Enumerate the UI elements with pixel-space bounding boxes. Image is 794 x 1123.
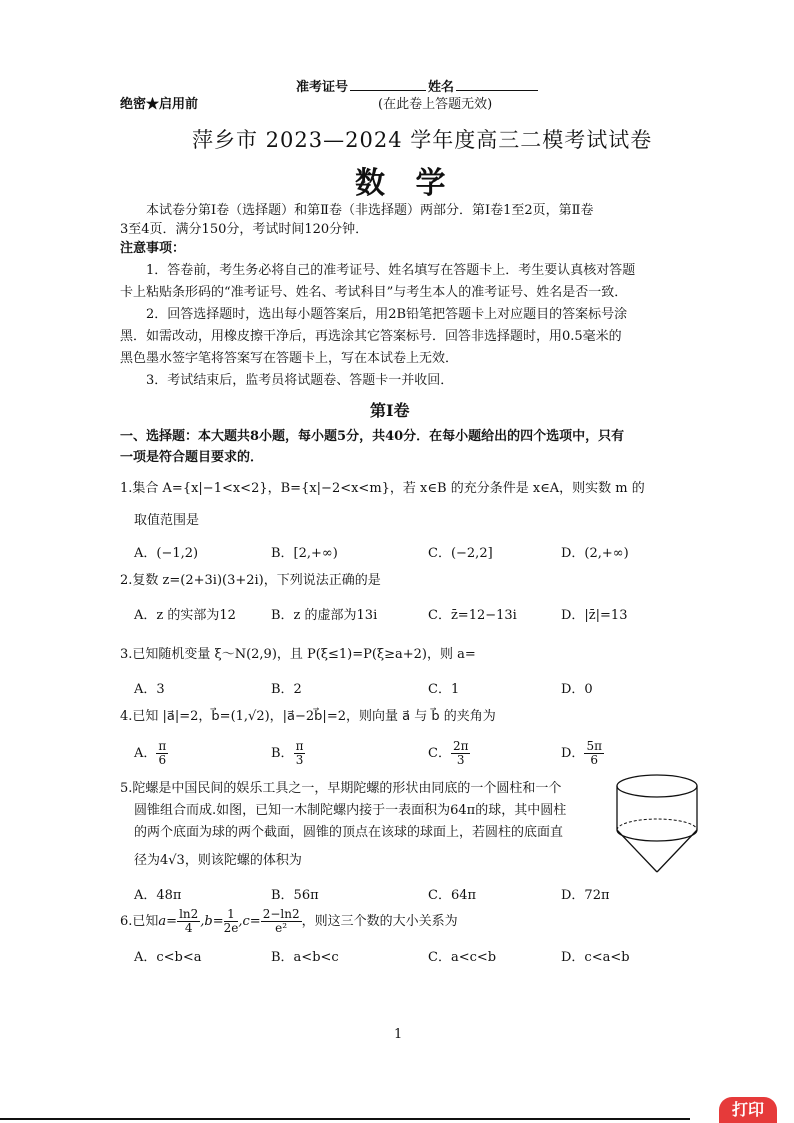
q4-d-num: 5π xyxy=(586,739,602,753)
q6-c-den: e² xyxy=(275,921,288,935)
q4-option-c-letter: C． xyxy=(428,746,451,761)
q6-option-d: D．c<a<b xyxy=(561,950,630,965)
name-label: 姓名 xyxy=(428,80,455,95)
section-title: 第Ⅰ卷 xyxy=(370,401,410,420)
q6-option-c: C．a<c<b xyxy=(428,950,497,965)
q6-prefix: 6.已知 xyxy=(120,914,159,929)
cylinder-bottom-back xyxy=(617,819,697,830)
q6-a-label: a= xyxy=(158,914,178,929)
q4-option-b-letter: B． xyxy=(271,746,294,761)
q1-option-a: A．(−1,2) xyxy=(134,546,199,561)
spinning-top-figure xyxy=(612,772,704,876)
exam-title: 萍乡市 2023—2024 学年度高三二模考试试卷 xyxy=(192,128,653,152)
q4-option-b xyxy=(271,740,305,767)
q6-option-a: A．c<b<a xyxy=(134,950,202,965)
cylinder-top-ellipse xyxy=(617,775,697,797)
q3-option-d: D．0 xyxy=(561,682,593,697)
q6-b-num: 1 xyxy=(224,908,239,922)
q5-option-b: B．56π xyxy=(271,888,319,903)
q3-option-a: A．3 xyxy=(134,682,165,697)
q4-option-a-letter: A． xyxy=(134,746,157,761)
note-line: 3．考试结束后，监考员将试题卷、答题卡一并收回． xyxy=(146,373,454,388)
q5-option-a: A．48π xyxy=(134,888,182,903)
intro-line-2: 3至4页．满分150分，考试时间120分钟． xyxy=(120,222,369,237)
question-1-stem: 1.集合 A={x|−1<x<2}，B={x|−2<x<m}，若 x∈B 的充分条件是 x∈A，则实数 m 的 xyxy=(120,481,645,496)
q2-option-a: A．z 的实部为12 xyxy=(134,608,236,623)
exam-id-label: 准考证号 xyxy=(296,80,349,95)
q4-option-a-fraction xyxy=(156,740,168,767)
q4-d-den: 6 xyxy=(590,753,599,767)
invalid-note: (在此卷上答题无效) xyxy=(378,97,493,112)
q2-option-b: B．z 的虚部为13i xyxy=(271,608,378,623)
secret-label: 绝密★启用前 xyxy=(120,97,199,112)
q4-a-num: π xyxy=(158,739,167,753)
q4-b-num: π xyxy=(295,739,304,753)
print-button[interactable]: 打印 xyxy=(719,1097,777,1123)
q4-a-den: 6 xyxy=(158,753,167,767)
note-line: 2．回答选择题时，选出每小题答案后，用2B铅笔把答题卡上对应题目的答案标号涂 xyxy=(146,307,628,322)
cylinder-bottom-front xyxy=(617,830,697,841)
q3-option-b: B．2 xyxy=(271,682,302,697)
q4-b-den: 3 xyxy=(295,753,304,767)
question-5-stem-cont: 圆锥组合而成.如图，已知一木制陀螺内接于一表面积为64π的球，其中圆柱 xyxy=(134,803,567,818)
section-intro-line-1: 一、选择题：本大题共8小题，每小题5分，共40分．在每小题给出的四个选项中，只有 xyxy=(120,429,625,444)
q4-option-c-fraction xyxy=(451,740,471,767)
q6-c-num: 2−ln2 xyxy=(262,907,300,921)
question-6-stem xyxy=(120,908,458,935)
q1-option-d: D．(2,+∞) xyxy=(561,546,629,561)
q6-option-b: B．a<b<c xyxy=(271,950,339,965)
q6-b-label: ,b= xyxy=(200,914,224,929)
q6-a-fraction xyxy=(177,908,200,935)
q6-b-den: 2e xyxy=(223,921,239,935)
question-4-stem: 4.已知 |a⃗|=2，b⃗=(1,√2)，|a⃗−2b⃗|=2，则向量 a⃗ 与 b⃗ 的夹角为 xyxy=(120,709,496,724)
name-blank xyxy=(456,78,538,91)
note-line: 黑色墨水签字笔将答案写在答题卡上，写在本试卷上无效． xyxy=(120,351,459,366)
q6-b-fraction xyxy=(224,908,239,935)
q3-option-c: C．1 xyxy=(428,682,460,697)
q2-option-d: D．|z̄|=13 xyxy=(561,608,628,623)
q6-a-den: 4 xyxy=(184,921,193,935)
q5-option-d: D．72π xyxy=(561,888,610,903)
q4-option-d-fraction xyxy=(584,740,604,767)
question-3-stem: 3.已知随机变量 ξ～N(2,9)，且 P(ξ≤1)=P(ξ≥a+2)，则 a= xyxy=(120,647,476,662)
q1-option-c: C．(−2,2] xyxy=(428,546,493,561)
cone-right-edge xyxy=(657,830,697,872)
q6-c-fraction xyxy=(261,908,302,935)
exam-id-blank xyxy=(350,78,426,91)
q6-suffix: ，则这三个数的大小关系为 xyxy=(301,914,458,929)
subject-title: 数 学 xyxy=(355,166,456,201)
question-5-stem: 5.陀螺是中国民间的娱乐工具之一，早期陀螺的形状由同底的一个圆柱和一个 xyxy=(120,781,562,796)
q4-option-d-letter: D． xyxy=(561,746,585,761)
exam-id-row xyxy=(296,78,540,96)
question-1-stem-cont: 取值范围是 xyxy=(134,513,200,528)
question-2-stem: 2.复数 z=(2+3i)(3+2i)，下列说法正确的是 xyxy=(120,573,381,588)
q4-option-b-fraction xyxy=(294,740,306,767)
bottom-divider xyxy=(0,1118,690,1120)
q1-option-b: B．[2,+∞) xyxy=(271,546,338,561)
note-line: 卡上粘贴条形码的“准考证号、姓名、考试科目”与考生本人的准考证号、姓名是否一致． xyxy=(120,285,628,300)
note-line: 黑．如需改动，用橡皮擦干净后，再选涂其它答案标号．回答非选择题时，用0.5毫米的 xyxy=(120,329,622,344)
q6-c-label: ,c= xyxy=(238,914,261,929)
cone-left-edge xyxy=(617,830,657,872)
note-line: 1．答卷前，考生务必将自己的准考证号、姓名填写在答题卡上．考生要认真核对答题 xyxy=(146,263,636,278)
q5-option-c: C．64π xyxy=(428,888,477,903)
q4-option-c xyxy=(428,740,470,767)
q4-option-d xyxy=(561,740,604,767)
q2-option-c: C．z̄=12−13i xyxy=(428,608,517,623)
q4-c-den: 3 xyxy=(456,753,465,767)
page-number: 1 xyxy=(394,1027,403,1042)
q4-c-num: 2π xyxy=(452,739,469,753)
q4-option-a xyxy=(134,740,168,767)
notes-heading: 注意事项： xyxy=(120,241,186,256)
question-5-stem-cont: 的两个底面为球的两个截面，圆锥的顶点在该球的球面上，若圆柱的底面直 xyxy=(134,825,564,840)
section-intro-line-2: 一项是符合题目要求的． xyxy=(120,450,264,465)
question-5-stem-cont: 径为4√3，则该陀螺的体积为 xyxy=(134,853,302,868)
intro-line-1: 本试卷分第Ⅰ卷（选择题）和第Ⅱ卷（非选择题）两部分．第Ⅰ卷1至2页，第Ⅱ卷 xyxy=(146,203,594,218)
q6-a-num: ln2 xyxy=(179,907,199,921)
